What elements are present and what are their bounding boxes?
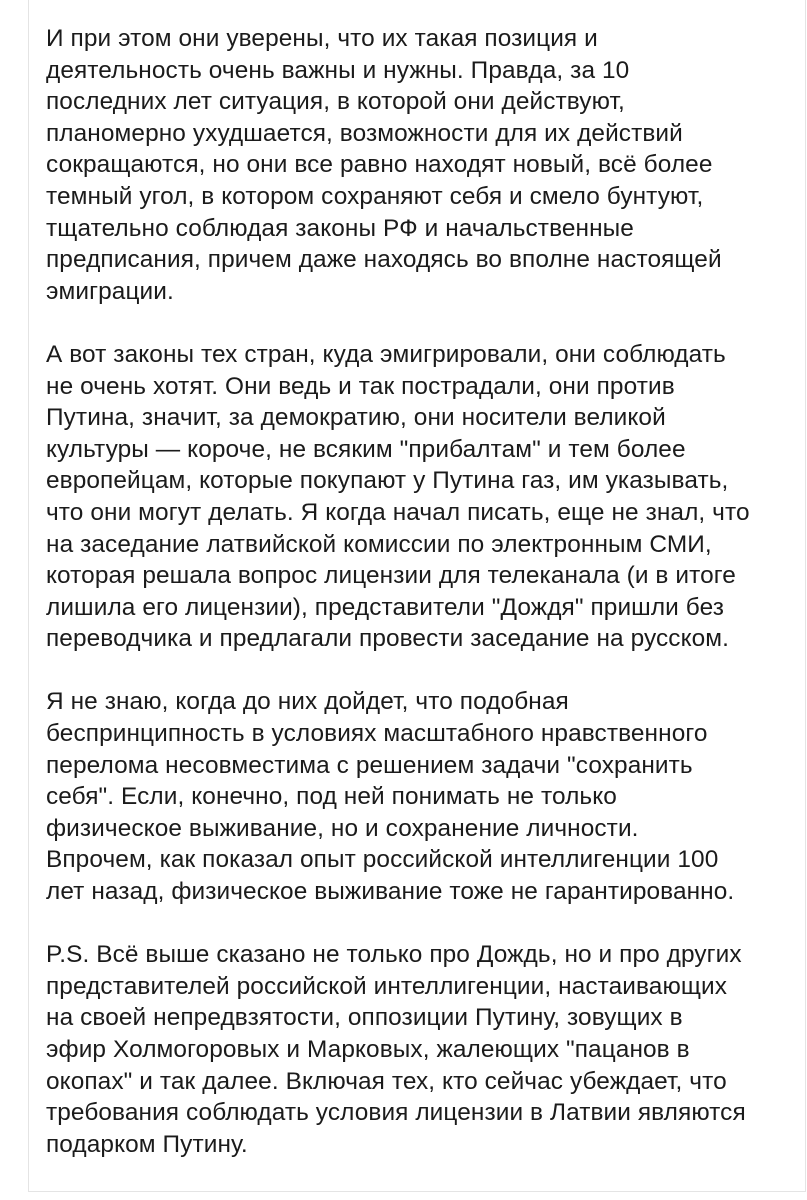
text-line: темный угол, в котором сохраняют себя и смело бунтуют, (46, 182, 704, 210)
text-line: представителей российской интеллигенции, настаивающих (46, 972, 728, 1000)
paragraph-2 (46, 339, 796, 655)
text-line: последних лет ситуация, в которой они действуют, (46, 88, 625, 116)
text-line: требования соблюдать условия лицензии в Латвии являются (46, 1099, 746, 1127)
post-body (46, 23, 796, 1160)
text-line: перелома несовместима с решением задачи "сохранить (46, 751, 693, 779)
text-line: физическое выживание, но и сохранение личности. (46, 814, 639, 842)
text-line: окопах" и так далее. Включая тех, кто сейчас убеждает, что (46, 1067, 727, 1095)
text-line: P.S. Всё выше сказано не только про Дождь, но и про других (46, 941, 742, 969)
text-line: не очень хотят. Они ведь и так пострадали, они против (46, 372, 675, 400)
text-line: предписания, причем даже находясь во вполне настоящей (46, 246, 722, 274)
paragraph-3 (46, 686, 796, 907)
text-line: сокращаются, но они все равно находят новый, всё более (46, 151, 713, 179)
text-line: себя". Если, конечно, под ней понимать не только (46, 783, 617, 811)
text-line: на своей непредвзятости, оппозиции Путину, зовущих в (46, 1004, 683, 1032)
text-line: беспринципность в условиях масштабного нравственного (46, 720, 708, 748)
paragraph-4 (46, 939, 796, 1160)
text-line: европейцам, которые покупают у Путина газ, им указывать, (46, 467, 729, 495)
text-line: культуры — короче, не всяким "прибалтам" и тем более (46, 435, 686, 463)
text-line: эмиграции. (46, 277, 174, 305)
text-line: Я не знаю, когда до них дойдет, что подобная (46, 688, 569, 716)
post-card (28, 0, 806, 1192)
text-line: которая решала вопрос лицензии для телеканала (и в итоге (46, 562, 736, 590)
text-line: подарком Путину. (46, 1130, 248, 1158)
text-line: что они могут делать. Я когда начал писать, еще не знал, что (46, 498, 750, 526)
text-line: планомерно ухудшается, возможности для их действий (46, 119, 683, 147)
text-line: И при этом они уверены, что их такая позиция и (46, 25, 598, 52)
text-line: деятельность очень важны и нужны. Правда, за 10 (46, 56, 630, 84)
paragraph-1 (46, 23, 796, 307)
text-line: А вот законы тех стран, куда эмигрировали, они соблюдать (46, 340, 726, 368)
text-line: тщательно соблюдая законы РФ и начальственные (46, 214, 634, 242)
text-line: эфир Холмогоровых и Марковых, жалеющих "пацанов в (46, 1036, 690, 1063)
text-line: Впрочем, как показал опыт российской интеллигенции 100 (46, 846, 719, 874)
text-line: на заседание латвийской комиссии по электронным СМИ, (46, 530, 712, 558)
text-line: лет назад, физическое выживание тоже не гарантированно. (46, 878, 735, 906)
text-line: лишила его лицензии), представители "Дождя" пришли без (46, 593, 724, 621)
text-line: переводчика и предлагали провести заседание на русском. (46, 625, 730, 653)
text-line: Путина, значит, за демократию, они носители великой (46, 404, 666, 432)
